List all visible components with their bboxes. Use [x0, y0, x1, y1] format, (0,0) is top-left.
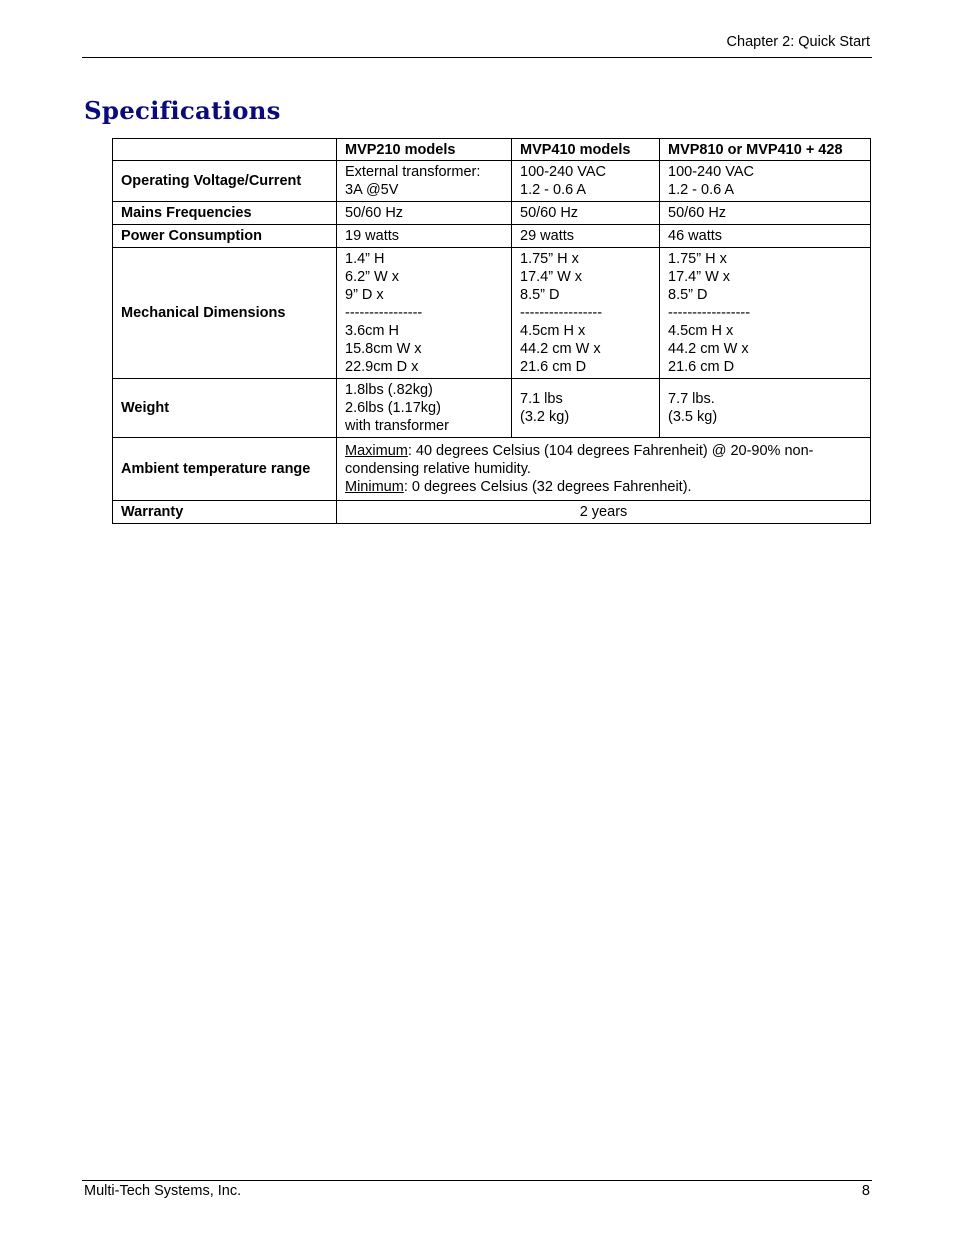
- column-header-mvp410: MVP410 models: [512, 139, 660, 161]
- cell-line: 6.2” W x: [345, 269, 399, 285]
- page-title: Specifications: [84, 96, 281, 125]
- cell-line: 1.2 - 0.6 A: [668, 182, 735, 198]
- cell-line: 2.6lbs (1.17kg): [345, 400, 441, 416]
- cell-mvp410: [512, 248, 660, 379]
- cell-mvp210: [337, 161, 512, 202]
- row-label: Warranty: [113, 501, 337, 524]
- cell-mvp210: [337, 379, 512, 438]
- cell-line: 1.2 - 0.6 A: [520, 182, 587, 198]
- maximum-text: : 40 degrees Celsius (104 degrees Fahrenheit) @ 20-90% non-condensing relative humidity.: [345, 443, 814, 477]
- footer-company: Multi-Tech Systems, Inc.: [84, 1183, 242, 1199]
- cell-line: 8.5” D: [668, 287, 708, 303]
- cell-mvp210: [337, 248, 512, 379]
- running-header: Chapter 2: Quick Start: [726, 34, 870, 50]
- cell-mvp810: [660, 379, 871, 438]
- cell-line: 44.2 cm W x: [520, 341, 601, 357]
- row-label: Operating Voltage/Current: [113, 161, 337, 202]
- cell-line: 3.6cm H: [345, 323, 399, 339]
- cell-line: 4.5cm H x: [668, 323, 734, 339]
- table-row-weight: [113, 379, 871, 438]
- cell-mvp810: [660, 161, 871, 202]
- cell-line: with transformer: [345, 418, 449, 434]
- cell-warranty: 2 years: [337, 501, 871, 524]
- cell-line: 100-240 VAC: [520, 164, 606, 180]
- cell-line: 8.5” D: [520, 287, 560, 303]
- cell-line: 22.9cm D x: [345, 359, 419, 375]
- cell-mvp810: [660, 248, 871, 379]
- table-row-mechanical-dimensions: [113, 248, 871, 379]
- cell-line: 17.4” W x: [668, 269, 731, 285]
- table-row-mains-frequencies: [113, 202, 871, 225]
- cell-mvp410: 50/60 Hz: [512, 202, 660, 225]
- cell-line: 1.75” H x: [668, 251, 727, 267]
- cell-line: 21.6 cm D: [520, 359, 587, 375]
- cell-line: 100-240 VAC: [668, 164, 754, 180]
- page-number: 8: [861, 1183, 870, 1199]
- footer-rule: [82, 1180, 872, 1181]
- table-row-ambient-temperature: [113, 438, 871, 501]
- cell-line: External transformer:: [345, 164, 481, 180]
- cell-line: 1.8lbs (.82kg): [345, 382, 433, 398]
- row-label: Weight: [113, 379, 337, 438]
- cell-line: 9” D x: [345, 287, 384, 303]
- cell-mvp810: 46 watts: [660, 225, 871, 248]
- table-row-power-consumption: [113, 225, 871, 248]
- row-label: Mains Frequencies: [113, 202, 337, 225]
- specifications-table: [112, 138, 871, 524]
- table-row-operating-voltage: [113, 161, 871, 202]
- maximum-label: Maximum: [345, 443, 408, 459]
- cell-line: -----------------: [520, 305, 603, 321]
- cell-line: 7.1 lbs: [520, 391, 563, 407]
- column-header-mvp210: MVP210 models: [337, 139, 512, 161]
- minimum-label: Minimum: [345, 479, 404, 495]
- cell-line: 15.8cm W x: [345, 341, 422, 357]
- cell-line: 44.2 cm W x: [668, 341, 749, 357]
- header-rule: [82, 57, 872, 58]
- cell-line: 4.5cm H x: [520, 323, 586, 339]
- cell-line: 3A @5V: [345, 182, 399, 198]
- ambient-minimum: [345, 478, 862, 496]
- column-header-empty: [113, 139, 337, 161]
- cell-mvp810: 50/60 Hz: [660, 202, 871, 225]
- cell-ambient-range: [337, 438, 871, 501]
- ambient-maximum: [345, 442, 862, 478]
- row-label: Ambient temperature range: [113, 438, 337, 501]
- cell-mvp410: [512, 379, 660, 438]
- cell-line: 17.4” W x: [520, 269, 583, 285]
- cell-line: 21.6 cm D: [668, 359, 735, 375]
- row-label: Power Consumption: [113, 225, 337, 248]
- cell-line: (3.5 kg): [668, 409, 718, 425]
- cell-line: 1.4” H: [345, 251, 385, 267]
- cell-mvp210: 19 watts: [337, 225, 512, 248]
- minimum-text: : 0 degrees Celsius (32 degrees Fahrenheit).: [403, 479, 692, 495]
- row-label: Mechanical Dimensions: [113, 248, 337, 379]
- cell-line: 1.75” H x: [520, 251, 579, 267]
- cell-line: (3.2 kg): [520, 409, 570, 425]
- cell-line: ----------------: [345, 305, 423, 321]
- cell-mvp410: [512, 161, 660, 202]
- table-row-warranty: [113, 501, 871, 524]
- cell-mvp410: 29 watts: [512, 225, 660, 248]
- column-header-mvp810: MVP810 or MVP410 + 428: [660, 139, 871, 161]
- cell-line: 7.7 lbs.: [668, 391, 715, 407]
- cell-mvp210: 50/60 Hz: [337, 202, 512, 225]
- table-header-row: [113, 139, 871, 161]
- cell-line: -----------------: [668, 305, 751, 321]
